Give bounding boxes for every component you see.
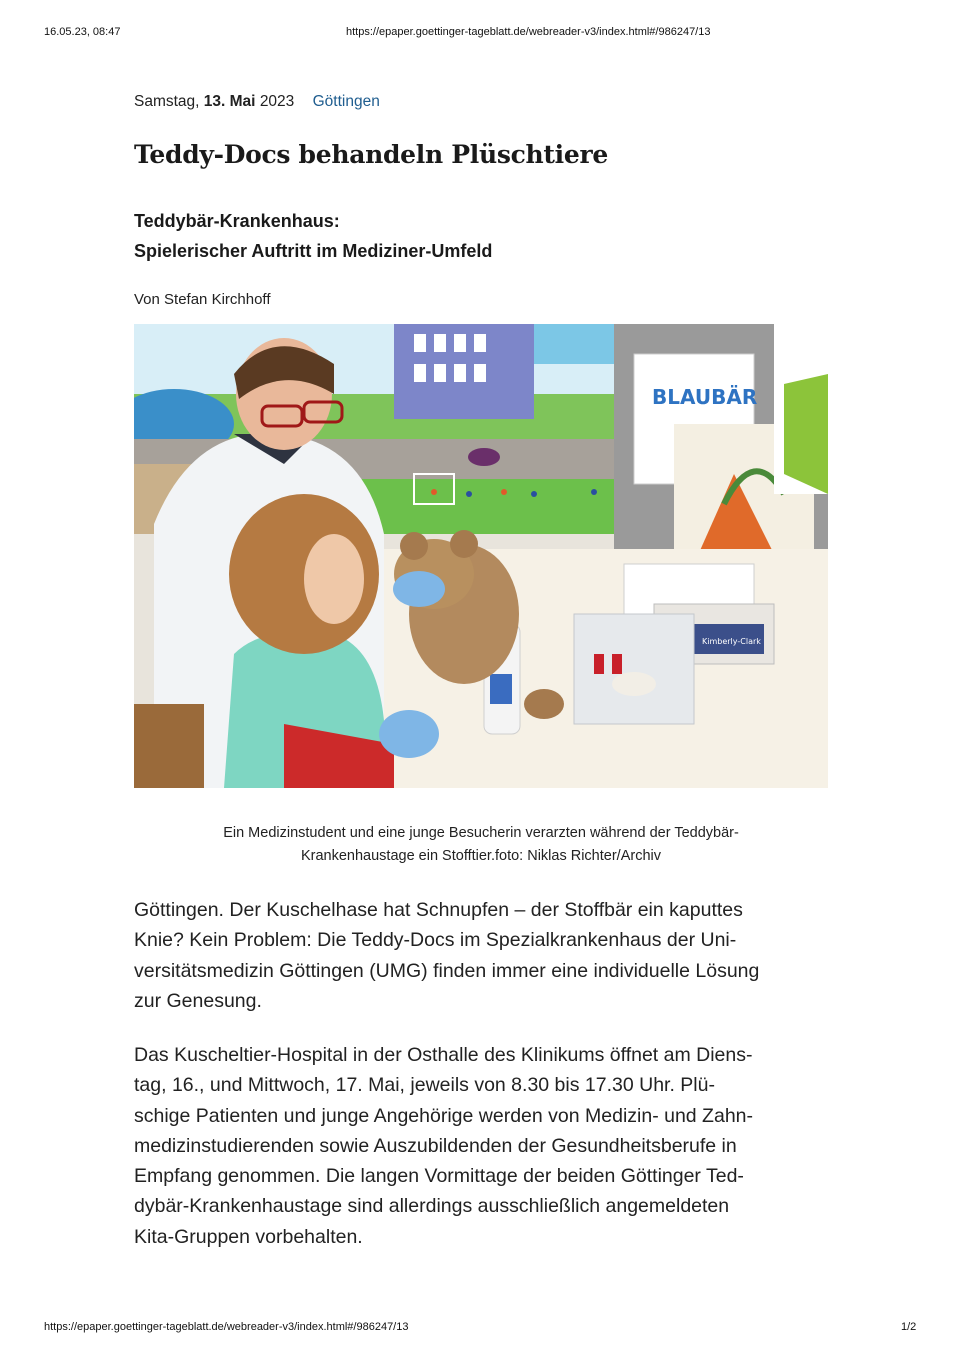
print-footer — [0, 1321, 960, 1335]
photo-caption — [134, 822, 828, 868]
paragraph-line: Kita-Gruppen vorbehalten. — [134, 1225, 363, 1248]
wall-sign-text: BLAUBÄR — [652, 385, 758, 409]
paragraph-1 — [134, 895, 828, 1016]
box-label: Kimberly-Clark — [702, 637, 761, 646]
article-photo — [134, 324, 828, 788]
dateline-date: 13. Mai — [203, 93, 256, 110]
dateline-year: 2023 — [259, 93, 295, 110]
subheadline-line: Spielerischer Auftritt im Mediziner-Umfeld — [134, 241, 493, 261]
paragraph-line: medizinstudierenden sowie Auszubildenden der Gesundheitsberufe in — [134, 1134, 737, 1157]
article-subheadline — [134, 206, 492, 266]
print-timestamp: 16.05.23, 08:47 — [44, 26, 121, 38]
article-headline: Teddy-Docs behandeln Plüschtiere — [134, 140, 608, 169]
paragraph-2 — [134, 1040, 828, 1252]
subheadline-line: Teddybär-Krankenhaus: — [134, 211, 340, 231]
category-link[interactable]: Göttingen — [312, 93, 380, 110]
dateline-weekday: Samstag, — [134, 93, 200, 110]
paragraph-line: Das Kuscheltier-Hospital in der Osthalle des Klinikums öffnet am Diens- — [134, 1044, 753, 1066]
dateline — [134, 93, 380, 111]
paragraph-line: schige Patienten und junge Angehörige werden von Medizin- und Zahn- — [134, 1104, 754, 1127]
paragraph-line: versitätsmedizin Göttingen (UMG) finden immer eine individuelle Lösung — [134, 959, 760, 982]
paragraph-line: dybär-Krankenhaustage sind allerdings ausschließlich angemeldeten — [134, 1195, 730, 1218]
footer-url[interactable]: https://epaper.goettinger-tageblatt.de/webreader-v3/index.html#/986247/13 — [44, 1321, 409, 1333]
byline: Von Stefan Kirchhoff — [134, 291, 271, 308]
paragraph-line: Empfang genommen. Die langen Vormittage der beiden Göttinger Ted- — [134, 1165, 744, 1188]
caption-line: Krankenhaustage ein Stofftier.foto: Niklas Richter/Archiv — [300, 848, 661, 864]
paragraph-line: zur Genesung. — [134, 989, 262, 1012]
paragraph-line: tag, 16., und Mittwoch, 17. Mai, jeweils von 8.30 bis 17.30 Uhr. Plü- — [134, 1074, 715, 1097]
caption-line: Ein Medizinstudent und eine junge Besucherin verarzten während der Teddybär- — [223, 825, 739, 841]
page-number: 1/2 — [901, 1321, 917, 1333]
paragraph-line: Göttingen. Der Kuschelhase hat Schnupfen – der Stoffbär ein kaputtes — [134, 899, 743, 921]
print-header — [0, 26, 960, 40]
paragraph-line: Knie? Kein Problem: Die Teddy-Docs im Spezialkrankenhaus der Uni- — [134, 929, 737, 952]
print-url[interactable]: https://epaper.goettinger-tageblatt.de/webreader-v3/index.html#/986247/13 — [346, 26, 711, 38]
